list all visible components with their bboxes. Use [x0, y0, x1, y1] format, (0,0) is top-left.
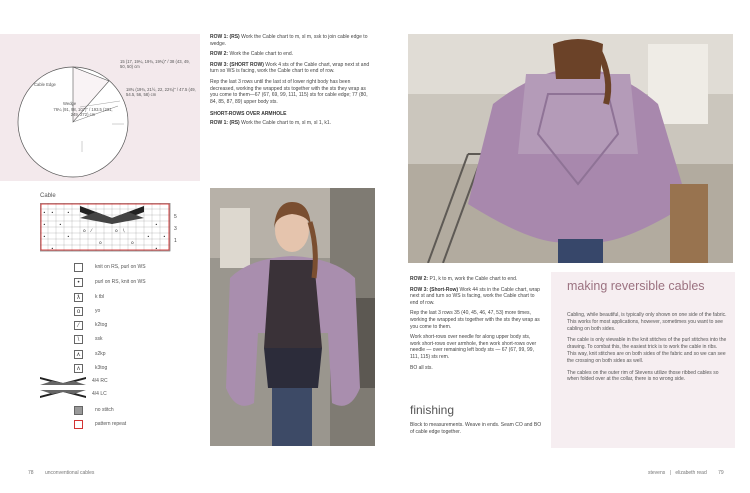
svg-text:o: o	[83, 229, 86, 234]
photo-model-front	[210, 188, 375, 446]
purl-symbol-icon: •	[74, 278, 83, 287]
legend-item: o yo	[74, 306, 100, 316]
k3tog-symbol-icon: ʌ	[74, 364, 83, 373]
svg-text:•: •	[155, 223, 158, 228]
running-title-left: unconventional cables	[44, 470, 95, 476]
sidebar-paragraph: The cables on the outer rim of Stevens utilize those ribbed cables so when folded over at the collar, there is no wrong side.	[567, 369, 719, 383]
svg-text:•: •	[67, 235, 70, 240]
sidebar-paragraph: The cable is only viewable in the knit stitches of the purl stitches into the drawing. To combat this, the easiest trick is to work the cable in ribs. This way, knit stitches are on both sides of the fabric and so we can see the crossing on both sides as well.	[567, 337, 727, 364]
schematic-label-top: 15 (17, 19¼, 19¾, 19¾)" / 38 (43, 49, 50, 50) cm	[120, 59, 190, 69]
pattern-repeat-icon	[74, 420, 83, 429]
legend-item: knit on RS, purl on WS	[74, 262, 146, 272]
chart-row-number-5: 5	[174, 214, 177, 220]
chart-row-number-1: 1	[174, 238, 177, 244]
instruction-row-2: ROW 2: Work the Cable chart to end.	[210, 51, 294, 58]
svg-text:\: \	[123, 229, 125, 234]
legend-item: • purl on RS, knit on WS	[74, 277, 146, 287]
instructions-column-left	[210, 34, 375, 127]
page-number-left: 78	[28, 470, 34, 476]
finishing-text: Block to measurements. Weave in ends. Seam CO and BO of cable edge together.	[410, 422, 542, 435]
legend-item: ʌ k3tog	[74, 363, 107, 373]
instruction-repeat: Rep the last 3 rows until the last st of lower right body has been decreased, working the wrapped sts together with the sts they wrap as you come to them—67 (67, 69, 99, 111, 115) sts for cable edge; 77 (80, 84, 85, 87, 89) upper body sts.	[210, 78, 368, 105]
cable-chart	[40, 203, 180, 258]
sidebar-body	[567, 312, 727, 383]
k-tbl-symbol-icon: ƛ	[74, 293, 83, 302]
legend-item: 4/4 LC	[40, 389, 107, 399]
legend-item: no stitch	[74, 405, 114, 415]
knit-symbol-icon	[74, 263, 83, 272]
legend-item: ƛ k tbl	[74, 292, 104, 302]
k2tog-symbol-icon: ⁄	[74, 321, 83, 330]
instructions-column-right	[410, 276, 542, 371]
svg-text:•: •	[51, 211, 54, 216]
no-stitch-icon	[74, 406, 83, 415]
ssk-symbol-icon: \	[74, 335, 83, 344]
svg-text:•: •	[43, 211, 46, 216]
legend-item: 4/4 RC	[40, 376, 108, 386]
schematic-label-wedge: Wedge	[63, 101, 77, 106]
photo-model-back	[408, 34, 733, 263]
cable-chart-grid	[40, 203, 180, 253]
svg-text:⁄: ⁄	[91, 229, 92, 234]
instruction-short-rows: Work short-rows over needle for along upper body sts, work short-rows over armhole, then work short-rows over needle — over remaining left body sts — 67 (67, 99, 99, 111, 115) sts rem.	[410, 334, 537, 360]
svg-text:•: •	[67, 211, 70, 216]
footer-left	[28, 470, 94, 476]
cable-left-cross-icon	[40, 390, 86, 398]
svg-text:o: o	[115, 229, 118, 234]
schematic-label-bottom: 76¼ (91, 98, 107)" / 193.5 (231, 249, 272) cm	[53, 107, 113, 117]
cable-right-cross-icon	[40, 377, 86, 385]
finishing-heading: finishing	[410, 403, 455, 417]
legend-item: pattern repeat	[74, 419, 126, 429]
svg-text:•: •	[59, 223, 62, 228]
cable-chart-title: Cable	[40, 193, 56, 199]
sidebar-title: making reversible cables	[567, 279, 705, 293]
legend-item: \ ssk	[74, 334, 103, 344]
instruction-repeat: Rep the last 3 rows 35 (40, 45, 46, 47, 53) more times, working the wrapped sts together with the sts they wrap as you come to them.	[410, 310, 540, 330]
page-number-right: 79	[718, 470, 724, 476]
running-title-right-b: elizabeth read	[675, 470, 707, 476]
running-title-right-a: stevens	[648, 470, 666, 476]
svg-text:•: •	[163, 235, 166, 240]
legend-item: ⁄ k2tog	[74, 320, 107, 330]
instruction-row-1: ROW 1: (RS) Work the Cable chart to m, sl m, ssk to join cable edge to wedge.	[210, 34, 368, 47]
instruction-row-3: ROW 3: (SHORT ROW) Work 4 sts of the Cable chart, wrap next st and turn so WS is facing, work the Cable chart to end of row.	[210, 61, 370, 75]
svg-text:•: •	[43, 235, 46, 240]
svg-text:o: o	[131, 241, 134, 246]
svg-text:•: •	[43, 223, 46, 228]
legend-item: ⋏ s2kp	[74, 349, 106, 359]
model-front-image	[210, 188, 375, 446]
instruction-row-2: ROW 2: P1, k to m, work the Cable chart to end.	[410, 276, 518, 282]
chart-row-number-3: 3	[174, 226, 177, 232]
schematic-label-cable-edge: Cable Edge	[34, 82, 56, 87]
svg-text:•: •	[51, 247, 54, 252]
footer-right: stevens | elizabeth read 79	[648, 470, 724, 476]
section-heading-armhole: SHORT-ROWS OVER ARMHOLE	[210, 111, 287, 118]
instruction-row-3: ROW 3: (Short-Row) Work 44 sts in the Cable chart, wrap next st and turn so WS is facing, work the Cable chart to end of row.	[410, 286, 540, 306]
schematic-panel	[0, 34, 200, 181]
sidebar-paragraph: Cabling, while beautiful, is typically only shown on one side of the fabric. This works for most applications, however, sometimes you want to see cabling on both sides.	[567, 312, 727, 332]
instruction-bind-off: BO all sts.	[410, 364, 433, 371]
model-back-image	[408, 34, 733, 263]
svg-text:o: o	[99, 241, 102, 246]
s2kp-symbol-icon: ⋏	[74, 350, 83, 359]
schematic-label-right: 18¾ (19¾, 21½, 22, 22¾)" / 47.5 (49, 54.5, 56, 58) cm	[126, 87, 196, 97]
svg-text:•: •	[147, 235, 150, 240]
svg-text:•: •	[155, 247, 158, 252]
instruction-armhole-row-1: ROW 1: (RS) Work the Cable chart to m, sl m, sl 1, k1.	[210, 119, 332, 126]
yarn-over-symbol-icon: o	[74, 307, 83, 316]
